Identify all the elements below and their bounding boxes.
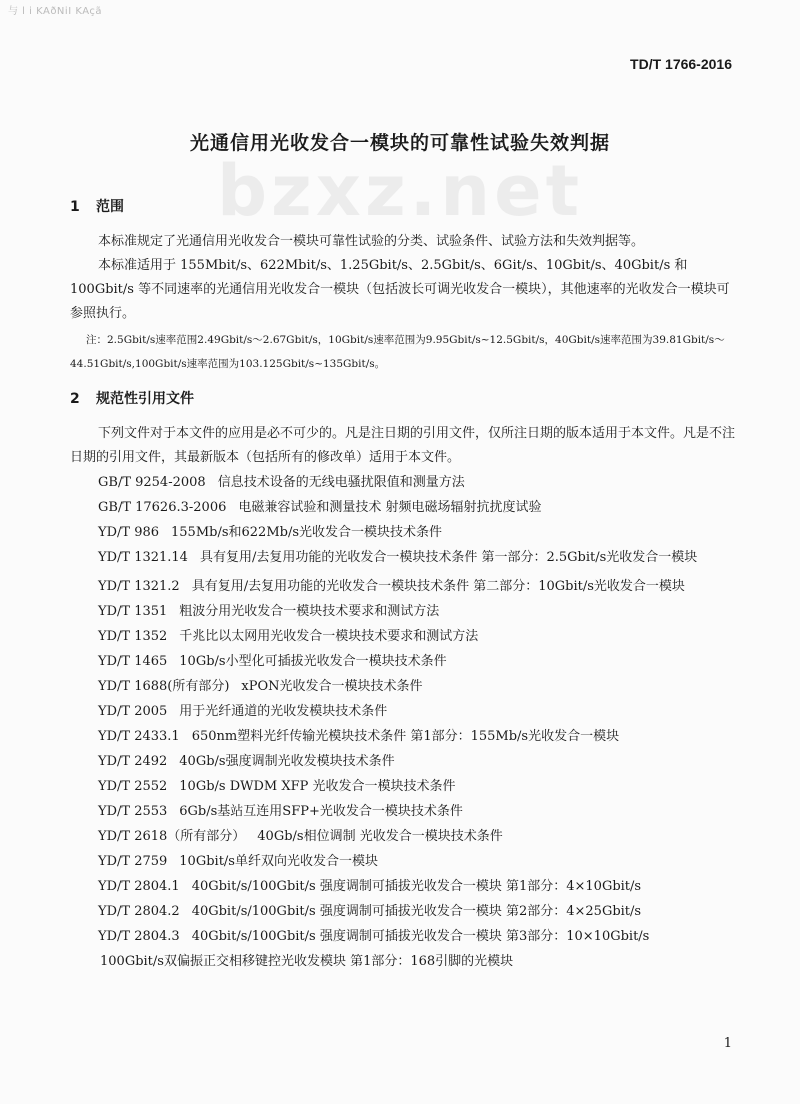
reference-item: YD/T 1321.2 具有复用/去复用功能的光收发合一模块技术条件 第二部分：10Gbit/s光收发合一模块 xyxy=(98,579,685,594)
reference-item: YD/T 2759 10Gbit/s单纤双向光收发合一模块 xyxy=(98,854,378,869)
document-code: TD/T 1766-2016 xyxy=(630,56,732,72)
reference-item: YD/T 2618（所有部分） 40Gb/s相位调制 光收发合一模块技术条件 xyxy=(98,829,503,844)
section-1-para-1: 本标准规定了光通信用光收发合一模块可靠性试验的分类、试验条件、试验方法和失效判据等。 xyxy=(98,234,645,249)
reference-item: YD/T 2804.3 40Gbit/s/100Gbit/s 强度调制可插拔光收发合一模块 第3部分：10×10Gbit/s xyxy=(98,929,650,944)
section-2-title: 规范性引用文件 xyxy=(96,391,194,407)
page-title: 光通信用光收发合一模块的可靠性试验失效判据 xyxy=(189,132,610,154)
section-1-note: 注：2.5Gbit/s速率范围2.49Gbit/s～2.67Gbit/s，10Gbit/s速率范围为9.95Gbit/s~12.5Gbit/s，40Gbit/s速率范围为39.81Gbit/s～44.51Gbit/s,100Gbit/s速率范围为103.125Gbit/s~135Gbit/s。 xyxy=(70,334,725,370)
section-1-heading xyxy=(70,196,124,216)
reference-last-line: 100Gbit/s双偏振正交相移键控光收发模块 第1部分：168引脚的光模块 xyxy=(100,954,514,969)
reference-item: GB/T 17626.3-2006 电磁兼容试验和测量技术 射频电磁场辐射抗扰度试验 xyxy=(98,500,542,515)
reference-item: YD/T 2804.2 40Gbit/s/100Gbit/s 强度调制可插拔光收发合一模块 第2部分：4×25Gbit/s xyxy=(98,904,642,919)
reference-item: YD/T 2492 40Gb/s强度调制光收发模块技术条件 xyxy=(98,754,395,769)
reference-item: YD/T 1465 10Gb/s小型化可插拔光收发合一模块技术条件 xyxy=(98,654,447,669)
section-1-title: 范围 xyxy=(96,199,124,215)
section-2-heading xyxy=(70,388,194,408)
reference-item: YD/T 2552 10Gb/s DWDM XFP 光收发合一模块技术条件 xyxy=(98,779,456,794)
reference-item: YD/T 2433.1 650nm塑料光纤传输光模块技术条件 第1部分：155Mb/s光收发合一模块 xyxy=(98,729,620,744)
reference-item: YD/T 2553 6Gb/s基站互连用SFP+光收发合一模块技术条件 xyxy=(98,804,463,819)
section-1-number: 1 xyxy=(70,199,80,215)
reference-item: YD/T 1321.14 具有复用/去复用功能的光收发合一模块技术条件 第一部分：2.5Gbit/s光收发合一模块 xyxy=(98,550,698,565)
watermark: bzxz.net xyxy=(216,150,584,232)
reference-item: GB/T 9254-2008 信息技术设备的无线电骚扰限值和测量方法 xyxy=(98,475,465,490)
section-1-para-2: 本标准适用于 155Mbit/s、622Mbit/s、1.25Gbit/s、2.5Gbit/s、6Git/s、10Gbit/s、40Gbit/s 和 100Gbit/s 等不同速率的光通信用光收发合一模块（包括波长可调光收发合一模块），其他速率的光收发合一模块可参照执行。 xyxy=(70,258,730,321)
page-number: 1 xyxy=(723,1036,732,1051)
reference-item: YD/T 2005 用于光纤通道的光收发模块技术条件 xyxy=(98,704,388,719)
reference-item: YD/T 986 155Mb/s和622Mb/s光收发合一模块技术条件 xyxy=(98,525,443,540)
reference-item: YD/T 1352 千兆比以太网用光收发合一模块技术要求和测试方法 xyxy=(98,629,479,644)
section-2-number: 2 xyxy=(70,391,80,407)
reference-item: YD/T 2804.1 40Gbit/s/100Gbit/s 强度调制可插拔光收发合一模块 第1部分：4×10Gbit/s xyxy=(98,879,642,894)
section-2-intro: 下列文件对于本文件的应用是必不可少的。凡是注日期的引用文件，仅所注日期的版本适用于本文件。凡是不注日期的引用文件，其最新版本（包括所有的修改单）适用于本文件。 xyxy=(70,426,736,465)
reference-item: YD/T 1688(所有部分) xPON光收发合一模块技术条件 xyxy=(98,679,423,694)
reference-item: YD/T 1351 粗波分用光收发合一模块技术要求和测试方法 xyxy=(98,604,440,619)
corner-stamp: 与 l i KAðNiI KAçã xyxy=(8,6,102,17)
reference-list xyxy=(70,470,740,974)
